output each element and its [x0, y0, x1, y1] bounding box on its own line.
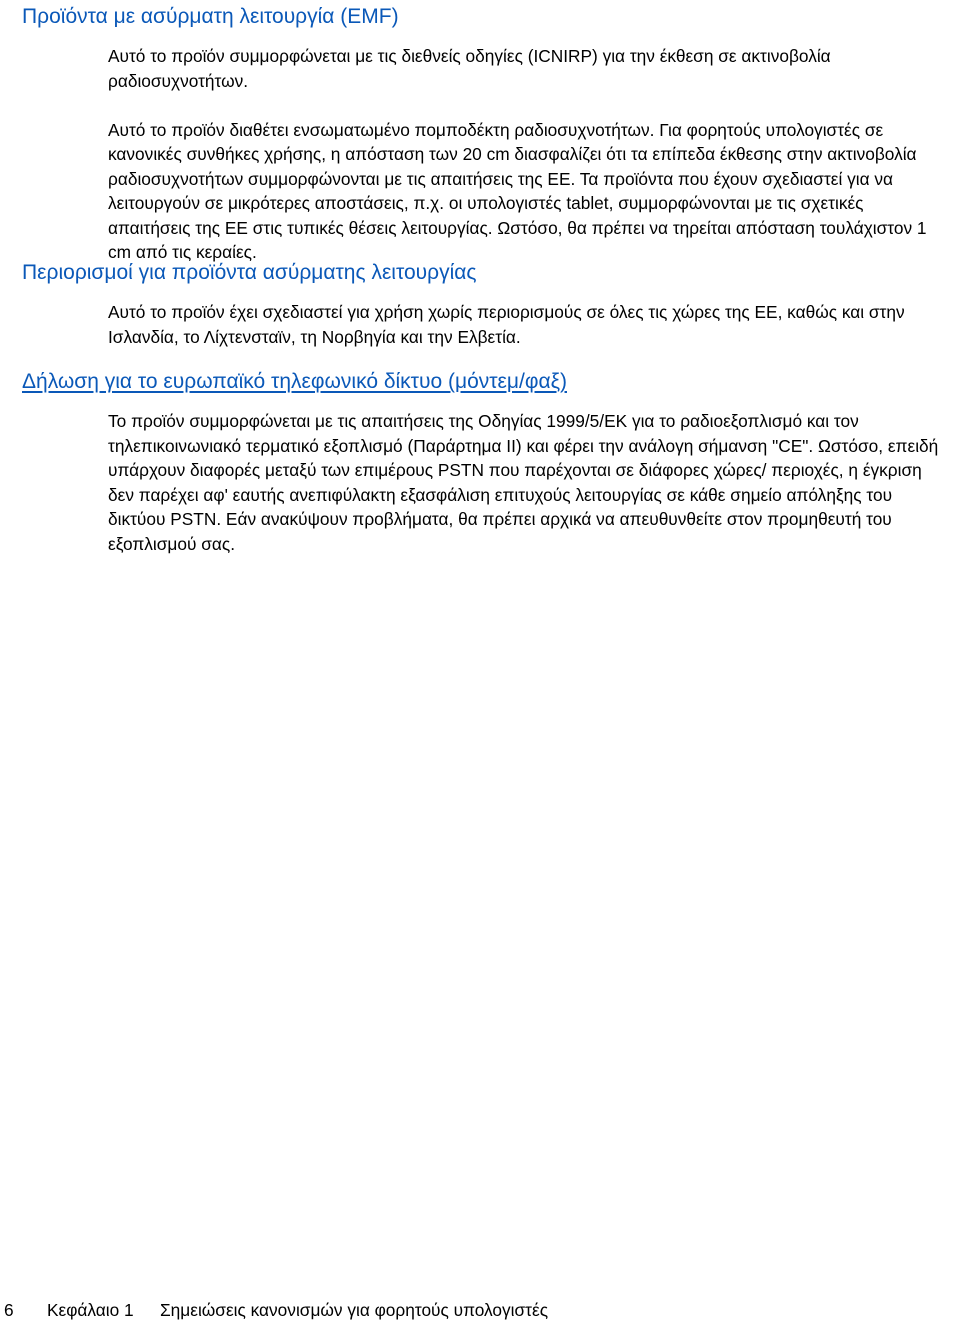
section-heading-emf: Προϊόντα με ασύρματη λειτουργία (EMF)	[22, 5, 399, 28]
footer-chapter-label: Κεφάλαιο 1	[47, 1300, 134, 1320]
restrictions-paragraph: Αυτό το προϊόν έχει σχεδιαστεί για χρήση χωρίς περιορισμούς σε όλες τις χώρες της ΕΕ, καθώς και στην Ισλανδία, το Λίχτενσταϊν, τη Νορβηγία και την Ελβετία.	[108, 302, 905, 347]
section-heading-wireless-restrictions: Περιορισμοί για προϊόντα ασύρματης λειτουργίας	[22, 261, 477, 284]
section-heading-telephone-network: Δήλωση για το ευρωπαϊκό τηλεφωνικό δίκτυο (μόντεμ/φαξ)	[22, 370, 567, 393]
emf-paragraph-icnirp: Αυτό το προϊόν συμμορφώνεται με τις διεθνείς οδηγίες (ICNIRP) για την έκθεση σε ακτινοβολία ραδιοσυχνοτήτων.	[108, 46, 831, 91]
section-body-wireless-restrictions	[108, 300, 948, 349]
telephone-network-paragraph: Το προϊόν συμμορφώνεται με τις απαιτήσεις της Οδηγίας 1999/5/ΕΚ για το ραδιοεξοπλισμό και τον τηλεπικοινωνιακό τερματικό εξοπλισμό (Παράρτημα II) και φέρει την ανάλογη σήμανση "CE". Ωστόσο, επειδή υπάρχουν διαφορές μεταξύ των επιμέρους PSTN που παρέχονται σε διάφορες χώρες/ περιοχές, η έγκριση δεν παρέχει αφ' εαυτής ανεπιφύλακτη εξασφάλιση επιτυχούς λειτουργίας σε κάθε σημείο απόληξης του δικτύου PSTN. Εάν ανακύψουν προβλήματα, θα πρέπει αρχικά να απευθυνθείτε στον προμηθευτή του εξοπλισμού σας.	[108, 411, 939, 554]
section-body-emf	[108, 44, 948, 265]
footer-chapter-title: Σημειώσεις κανονισμών για φορητούς υπολογιστές	[160, 1300, 549, 1320]
emf-paragraph-transceiver: Αυτό το προϊόν διαθέτει ενσωματωμένο πομποδέκτη ραδιοσυχνοτήτων. Για φορητούς υπολογιστές σε κανονικές συνθήκες χρήσης, η απόσταση των 20 cm διασφαλίζει ότι τα επίπεδα έκθεσης στην ακτινοβολία ραδιοσυχνοτήτων συμμορφώνονται με τις απαιτήσεις της ΕΕ. Τα προϊόντα που έχουν σχεδιαστεί για να λειτουργούν σε μικρότερες αποστάσεις, π.χ. οι υπολογιστές tablet, συμμορφώνονται με τις σχετικές απαιτήσεις της ΕΕ στις τυπικές θέσεις λειτουργίας. Ωστόσο, θα πρέπει να τηρείται απόσταση τουλάχιστον 1 cm από τις κεραίες.	[108, 119, 927, 262]
page-number: 6	[4, 1300, 14, 1320]
section-body-telephone-network	[108, 409, 948, 556]
